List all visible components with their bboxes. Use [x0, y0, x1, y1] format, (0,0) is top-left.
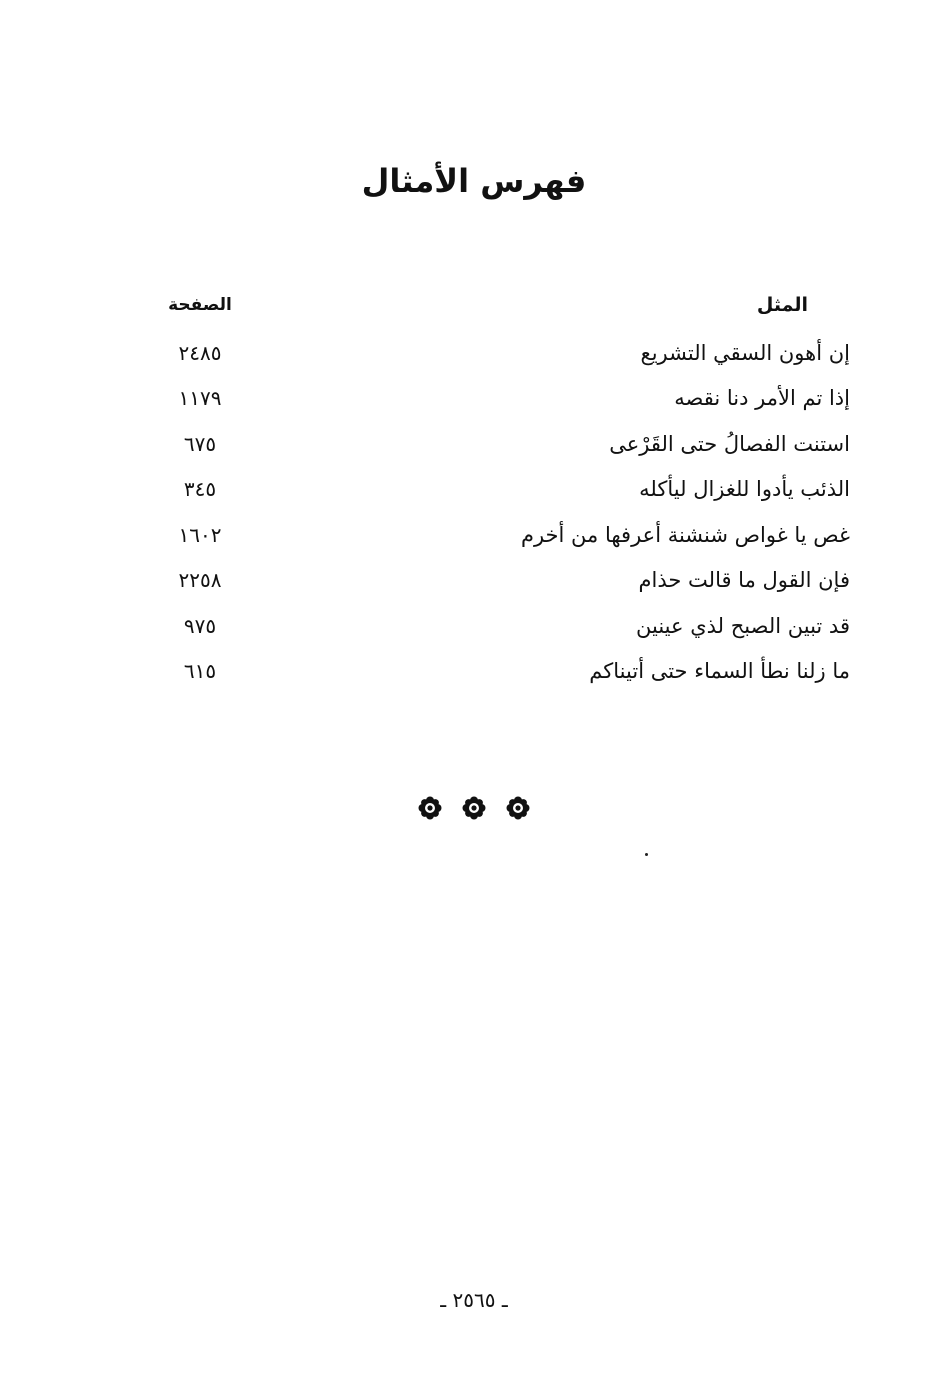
page-reference: ١٦٠٢ [178, 522, 222, 547]
proverb-text: إن أهون السقي التشريع [640, 340, 850, 365]
table-row [150, 330, 850, 376]
proverb-text: غص يا غواص شنشنة أعرفها من أخرم [520, 522, 850, 547]
page-reference: ٦١٥ [183, 659, 217, 684]
proverb-text: قد تبين الصبح لذي عينين [636, 613, 850, 638]
page-reference: ٩٧٥ [183, 613, 217, 638]
page-reference: ٦٧٥ [183, 431, 217, 456]
flower-icon [418, 796, 442, 820]
scan-speck [645, 853, 648, 856]
page-reference: ٣٤٥ [183, 477, 217, 502]
flower-icon [506, 796, 530, 820]
page-column-header: الصفحة [168, 295, 232, 315]
proverb-text: ما زلنا نطأ السماء حتى أتيناكم [589, 659, 850, 684]
table-row [150, 512, 850, 558]
proverb-text: إذا تم الأمر دنا نقصه [674, 386, 850, 411]
table-row [150, 467, 850, 513]
proverb-text: استنت الفصالُ حتى القَرْعى [609, 431, 850, 456]
table-row [150, 421, 850, 467]
page-reference: ٢٢٥٨ [178, 568, 222, 593]
table-row [150, 603, 850, 649]
page-reference: ٢٤٨٥ [178, 340, 222, 365]
proverbs-index-table [150, 280, 850, 694]
page-number: ـ ٢٥٦٥ ـ [440, 1288, 508, 1312]
flower-icon [462, 796, 486, 820]
table-row [150, 649, 850, 695]
table-row [150, 376, 850, 422]
table-header [150, 280, 850, 330]
table-row [150, 558, 850, 604]
page-title: فهرس الأمثال [361, 162, 587, 200]
section-end-ornaments [0, 796, 948, 820]
proverb-text: الذئب يأدوا للغزال ليأكله [639, 477, 850, 502]
proverb-text: فإن القول ما قالت حذام [638, 568, 850, 593]
proverb-column-header: المثل [756, 294, 808, 316]
page-reference: ١١٧٩ [178, 386, 222, 411]
